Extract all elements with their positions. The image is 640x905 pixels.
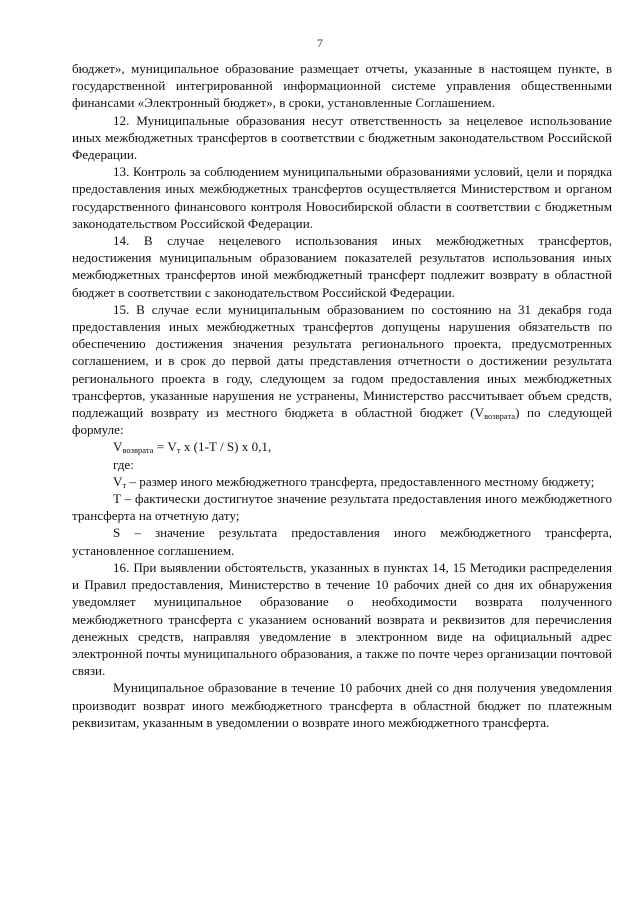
definition-s: S – значение результата предоставления иного межбюджетного трансферта, установленное соглашением. [72, 525, 612, 558]
paragraph-15-text-end: ) по следующей формуле: [72, 405, 612, 438]
definition-vt-text: – размер иного межбюджетного трансферта, предоставленного местному бюджету; [126, 473, 595, 489]
definition-vt-symbol: V [113, 473, 123, 489]
where-label: где: [113, 456, 134, 472]
paragraph-16: 16. При выявлении обстоятельств, указанных в пунктах 14, 15 Методики распределения и Правил предоставления, Министерство в течение 10 рабочих дней со дня их обнаружения уведомляет муниципальное образование о необходимости возврата полученного межбюджетного трансферта с указанием оснований возврата и реквизитов для перечисления денежных средств, направляя уведомление в электронном виде на официальный адрес электронной почты муниципального образования, а также по почте через организации почтовой связи. [72, 559, 612, 679]
formula-subscript-2: т [176, 445, 181, 456]
page-number: 7 [317, 36, 323, 50]
formula-equals: = V [153, 439, 177, 455]
document-body [72, 60, 612, 731]
formula-subscript-1: возврата [122, 445, 154, 456]
definition-t: T – фактически достигнутое значение результата предоставления иного межбюджетного трансферта на отчетную дату; [72, 491, 612, 524]
paragraph-15 [72, 301, 612, 439]
paragraph-13: 13. Контроль за соблюдением муниципальными образованиями условий, цели и порядка предоставления иных межбюджетных трансфертов осуществляется Министерством и органом государственного финансового контроля Новосибирской области в соответствии с бюджетным законодательством Российской Федерации. [72, 164, 612, 231]
definition-vt-subscript: т [122, 479, 127, 490]
paragraph-14: 14. В случае нецелевого использования иных межбюджетных трансфертов, недостижения муниципальным образованием показателей результатов использования иных межбюджетных трансфертов иной межбюджетный трансферт подлежит возврату в областной бюджет в соответствии с законодательством Российской Федерации. [72, 233, 612, 300]
paragraph-continuation: бюджет», муниципальное образование размещает отчеты, указанные в настоящем пункте, в государственной интегрированной информационной системе управления общественными финансами «Электронный бюджет», в сроки, установленные Соглашением. [72, 61, 612, 111]
formula-v: V [113, 439, 123, 455]
formula [72, 438, 612, 455]
paragraph-12: 12. Муниципальные образования несут ответственность за нецелевое использование иных межбюджетных трансфертов в соответствии с бюджетным законодательством Российской Федерации. [72, 112, 612, 163]
paragraph-15-text: 15. В случае если муниципальным образованием по состоянию на 31 декабря года предоставления иных межбюджетных трансфертов допущены нарушения обязательств по обеспечению достижения значения результата регионального проекта, предусмотренных соглашением, и в срок до первой даты представления отчетности о достижении результата регионального проекта в году, следующем за годом предоставления иных межбюджетных трансфертов, указанные нарушения не устранены, Министерство рассчитывает объем средств, подлежащий возврату из местного бюджета в областной бюджет (V [72, 301, 612, 421]
paragraph-15-subscript: возврата [484, 411, 516, 422]
definition-vt [72, 473, 612, 490]
paragraph-return: Муниципальное образование в течение 10 рабочих дней со дня получения уведомления производит возврат иного межбюджетного трансферта в областной бюджет по платежным реквизитам, указанным в уведомлении о возврате иного межбюджетного трансферта. [72, 680, 612, 730]
formula-rest: х (1-T / S) х 0,1, [180, 439, 272, 455]
